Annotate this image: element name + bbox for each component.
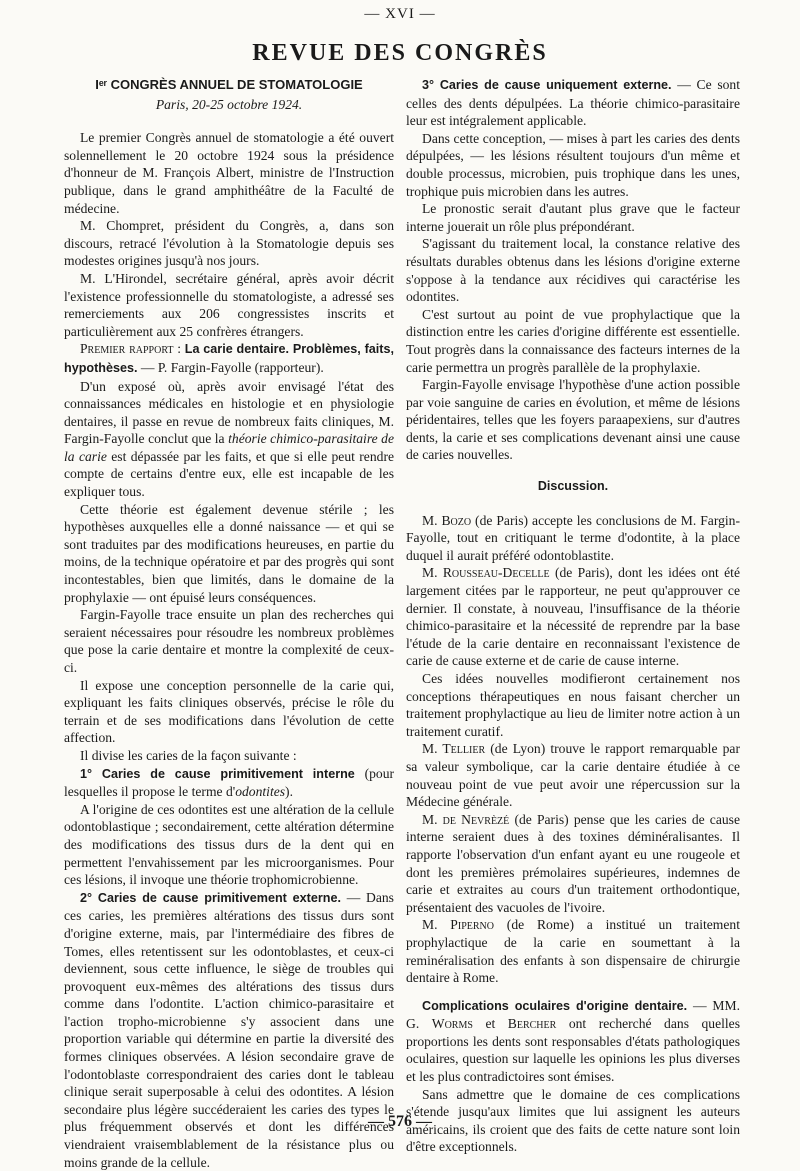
complications-paragraph	[406, 997, 740, 1086]
text-span: ont recherché dans quelles proportions les dents sont responsables d'états pathologiques oculaires, question sur laquelle les opinions les plus diverses et les plus contradictoires sont émises.	[406, 1016, 741, 1085]
text-span: D'un exposé où, après avoir envisagé l'état des connaissances médicales en histologie et en physiologie dentaires, il passe en revue de nombreux faits cliniques, M. Fargin-Fayolle conclut que la	[64, 378, 394, 447]
text-span: est dépassée par les faits, et que si elle peut rendre compte de certains d'entre eux, elle est incapable de les expliquer tous.	[64, 448, 395, 500]
section-title: REVUE DES CONGRÈS	[252, 40, 548, 66]
speaker-name: M. Tellier	[422, 741, 486, 757]
paragraph: Le premier Congrès annuel de stomatologie a été ouvert solennellement le 20 octobre 1924 sous la présidence d'honneur de M. François Albert, ministre de l'Instruction publique, dans le grand amphithéâtre de la Faculté de médecine.	[64, 130, 394, 216]
caries-type-2-label: 2° Caries de cause primitivement externe.	[80, 890, 341, 905]
text-span: (de Lyon) trouve le rapport remarquable par sa valeur symbolique, car la carie dentaire étudiée à ce nouveau point de vue peut avoir une répercussion sur la Médecine générale.	[406, 741, 740, 810]
report-label: Premier rapport :	[80, 341, 182, 357]
author-name: Worms	[431, 1016, 473, 1032]
paragraph: S'agissant du traitement local, la constance relative des résultats durables obtenus dans les lésions d'origine externe s'oppose à la tendance aux récidives qui caractérise les odontites.	[406, 236, 740, 305]
congress-heading: Iᵉʳ CONGRÈS ANNUEL DE STOMATOLOGIE	[95, 77, 363, 92]
text-span: (de Paris) pense que les caries de cause interne seraient dues à des toxines déminéralisantes. Il rapporte l'observation d'un enfant ayant eu une rougeole et dont les premières prémolaires supérieures, indemnes de carie et extraites au cours d'un traitement orthodontique, présentaient des vacuoles de l'ivoire.	[406, 811, 740, 915]
text-span: (de Paris), dont les idées ont été largement citées par le rapporteur, ne peut qu'approuver ce dernier. Il constate, à nouveau, l'insuffisance de la théorie chimico-parasitaire et la nécessité de reprendre par la base l'étude de la carie dentaire en reconnaissant l'existence de carie de cause externe et de carie de cause interne.	[406, 565, 740, 669]
report-author: — P. Fargin-Fayolle (rapporteur).	[140, 359, 324, 375]
text-span: ).	[285, 784, 293, 800]
right-column	[406, 76, 740, 1156]
text-span: — MM. G.	[406, 997, 740, 1032]
text-span: — Dans ces caries, les premières altérations des tissus durs sont d'origine externe, mais, par l'intermédiaire des fibres de Tomes, elles retentissent sur les odontoblastes, et ceux-ci deviennent, sous cette influence, le siège de troubles qui provoquent eux-mêmes des altérations des tissus durs comme dans l'odontite. L'action chimico-parasitaire et l'action tropho-microbienne s'y associent dans une proportion variable qui détermine en partie la diversité des formes cliniques observées. A lésion secondaire grave de l'odontoblaste correspondraient des caries dont le tableau clinique serait superposable à celui des odontites. A lésion secondaire plus légère succéderaient les caries des types le plus fréquemment observés et dont les différences viendraient vraisemblablement de la résistance plus ou moins grande de la cellule.	[64, 889, 394, 1170]
paragraph: M. Chompret, président du Congrès, a, dans son discours, retracé l'évolution à la Stomatologie depuis ses modestes origines jusqu'à nos jours.	[64, 218, 394, 269]
caries-type-1-label: 1° Caries de cause primitivement interne	[80, 766, 355, 781]
paragraph: Cette théorie est également devenue stérile ; les hypothèses auxquelles elle a donné naissance — et qui se sont traduites par des modifications heureuses, en partie du moins, de la technique opératoire et par des progrès qui sont incontestables, bien que limités, dans le domaine de la prophylaxie — ont épuisé leurs conséquences.	[64, 501, 394, 605]
text-span: (de Paris) accepte les conclusions de M. Fargin-Fayolle, tout en critiquant le terme d'odontite, à la place duquel il aurait préféré odontoblastite.	[406, 512, 740, 563]
congress-place-date: Paris, 20-25 octobre 1924.	[155, 96, 303, 112]
paragraph: M. L'Hirondel, secrétaire général, après avoir décrit l'existence professionnelle du stomatologiste, a adressé ses remerciements aux 206 congressistes inscrits et particulièrement aux 25 confrères étrangers.	[64, 270, 394, 339]
discussion-paragraph	[406, 916, 740, 986]
speaker-name: M. Piperno	[422, 917, 494, 933]
running-head: — XVI —	[364, 6, 436, 22]
page-number: — 576 —	[368, 1113, 432, 1130]
paragraph: Il divise les caries de la façon suivante :	[80, 747, 297, 763]
report-title: La carie dentaire. Problèmes, faits, hypothèses.	[64, 342, 395, 375]
text-span: et	[472, 1016, 508, 1032]
text-span: — Ce sont celles des dents dépulpées. La théorie chimico-parasitaire leur est intégralement applicable.	[406, 77, 740, 129]
odontite-term: odontites	[235, 784, 286, 800]
paragraph: A l'origine de ces odontites est une altération de la cellule odontoblastique ; secondairement, cette altération détermine des modifications des tissus durs de la dent qui en permettent l'envahissement par les microorganismes. Pour ces lésions, il invoque une théorie trophomicrobienne.	[64, 801, 394, 888]
discussion-paragraph	[406, 564, 740, 670]
complications-title: Complications oculaires d'origine dentaire.	[422, 998, 688, 1013]
caries-type-1	[64, 765, 394, 801]
discussion-heading: Discussion.	[537, 479, 609, 494]
report-paragraph	[64, 340, 394, 377]
theory-term: théorie chimico-parasitaire de la carie	[64, 431, 394, 464]
discussion-paragraph	[406, 811, 740, 917]
discussion-paragraph	[406, 512, 740, 565]
speaker-name: M. Bozo	[422, 512, 472, 528]
paragraph: Il expose une conception personnelle de la carie qui, expliquant les faits cliniques observés, précise le rôle du terrain et de ses modifications dans l'évolution de cette affection.	[64, 677, 394, 746]
paragraph: Dans cette conception, — mises à part les caries des dents dépulpées, — les lésions résultent toujours d'un même et double processus, microbien, puis trophique dans les unes, trophique puis microbien dans les autres.	[406, 130, 740, 199]
paragraph: Sans admettre que le domaine de ces complications s'étende jusqu'aux limites que lui assignent les auteurs américains, ils croient que des faits de cette nature sont loin d'être exceptionnels.	[406, 1086, 740, 1155]
speaker-name: M. de Nevrèzé	[422, 811, 510, 827]
caries-type-3-label: 3° Caries de cause uniquement externe.	[422, 78, 672, 92]
paragraph: Fargin-Fayolle trace ensuite un plan des recherches qui seraient nécessaires pour résoudre les nombreux problèmes que pose la carie dentaire et montre la complexité de ceux-ci.	[64, 607, 394, 675]
speaker-name: M. Rousseau-Decelle	[422, 565, 550, 581]
paragraph: Fargin-Fayolle envisage l'hypothèse d'une action possible par voie sanguine de caries en évolution, et même de lésions péridentaires, telles que les foyers paraapexiens, sur d'autres dents, la carie et ses complications devenant ainsi une cause de caries nouvelles.	[406, 377, 740, 463]
paragraph: Le pronostic serait d'autant plus grave que le facteur interne jouerait un rôle plus prépondérant.	[406, 201, 740, 234]
spacer	[406, 987, 740, 997]
caries-type-3	[406, 76, 740, 130]
paragraph: Ces idées nouvelles modifieront certainement nos conceptions thérapeutiques en nous faisant chercher un traitement prophylactique au lieu de limiter notre action à un traitement curatif.	[406, 671, 740, 739]
text-span: (pour lesquelles il propose le terme d'	[64, 765, 395, 800]
paragraph	[64, 378, 394, 501]
discussion-paragraph	[406, 740, 740, 810]
paragraph: C'est surtout au point de vue prophylactique que la distinction entre les caries d'origine différente est essentielle. Tout progrès dans la connaissance des facteurs internes de la carie permettra un progrès parallèle de la prophylaxie.	[406, 306, 740, 375]
text-span: (de Rome) a institué un traitement prophylactique de la carie en soumettant à la reminéralisation des enfants à son dispensaire de chirurgie dentaire à Rome.	[406, 917, 740, 986]
author-name: Bercher	[507, 1016, 557, 1032]
left-column	[64, 76, 394, 1171]
